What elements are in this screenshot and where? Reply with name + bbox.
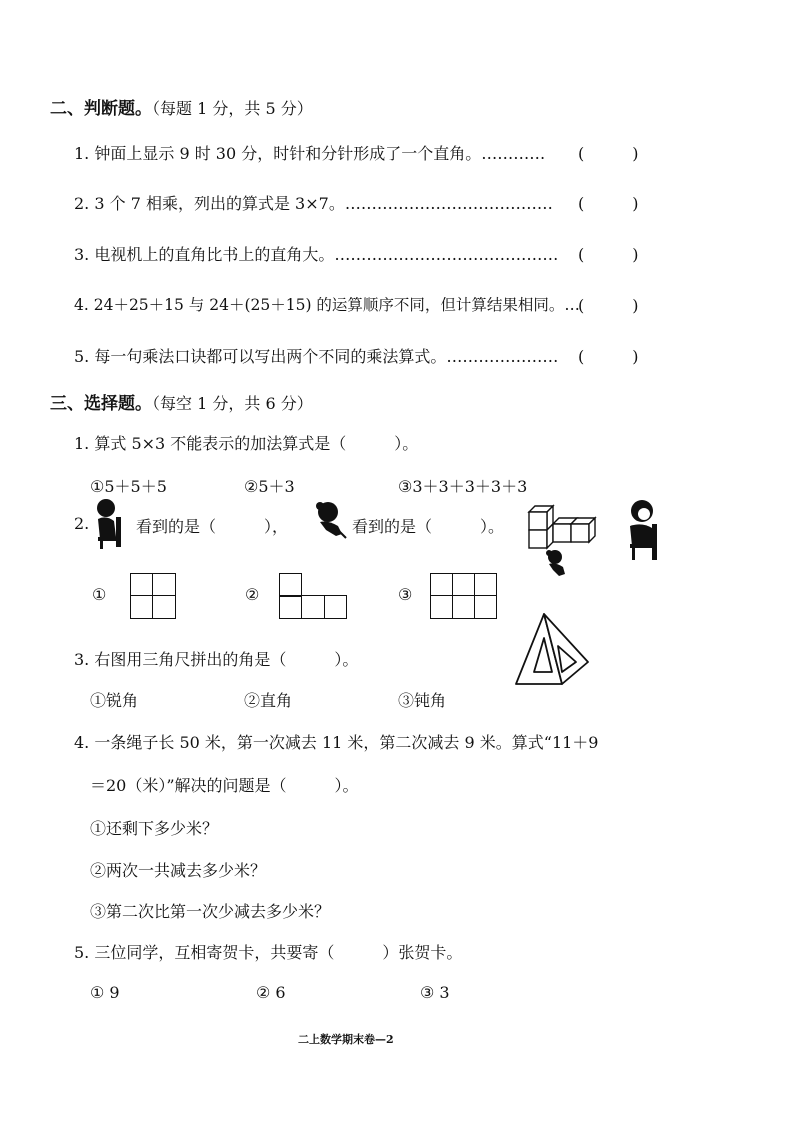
choice-q5-option-3[interactable]: ③ 3	[420, 983, 450, 1002]
section-2-title: 二、判断题。	[50, 99, 152, 119]
choice-q3-option-3[interactable]: ③钝角	[398, 691, 447, 710]
choice-q2-text-b: 看到的是（ ）。	[352, 517, 505, 536]
choice-q4-option-2[interactable]: ②两次一共减去多少米？	[90, 861, 267, 880]
choice-q1-text: 1. 算式 5×3 不能表示的加法算式是（ ）。	[74, 434, 419, 453]
choice-q2-text-a: 看到的是（ ），	[136, 517, 289, 536]
judge-item-4: 4. 24＋25＋15 与 24＋(25＋15) 的运算顺序不同，但计算结果相同。…	[74, 296, 580, 314]
judge-answer-3[interactable]: ( )	[578, 245, 639, 264]
judge-item-1: 1. 钟面上显示 9 时 30 分，时针和分针形成了一个直角。…………	[74, 144, 546, 163]
choice-q3-option-1[interactable]: ①锐角	[90, 691, 139, 710]
judge-item-5: 5. 每一句乘法口诀都可以写出两个不同的乘法算式。…………………	[74, 347, 559, 366]
judge-answer-5[interactable]: ( )	[578, 347, 639, 366]
choice-q3-option-2[interactable]: ②直角	[244, 691, 293, 710]
judge-item-2: 2. 3 个 7 相乘，列出的算式是 3×7。…………………………………	[74, 194, 553, 213]
page-footer: 二上数学期末卷—2	[298, 1033, 394, 1046]
judge-answer-1[interactable]: ( )	[578, 144, 639, 163]
choice-q5-option-1[interactable]: ① 9	[90, 983, 120, 1002]
choice-q4-line-2: ＝20（米）”解决的问题是（ ）。	[90, 776, 359, 795]
option-2-grid	[279, 573, 347, 619]
choice-q5-option-2[interactable]: ② 6	[256, 983, 286, 1002]
choice-q4-option-3[interactable]: ③第二次比第一次少减去多少米？	[90, 902, 331, 921]
section-2-note: （每题 1 分，共 5 分）	[152, 99, 313, 118]
option-3-grid	[430, 573, 497, 619]
choice-q4-line-1: 4. 一条绳子长 50 米，第一次减去 11 米，第二次减去 9 米。算式“11＋9	[74, 733, 599, 752]
judge-answer-2[interactable]: ( )	[578, 194, 639, 213]
section-3-title: 三、选择题。	[50, 394, 152, 414]
choice-q3-text: 3. 右图用三角尺拼出的角是（ ）。	[74, 650, 359, 669]
boy-figure-icon	[92, 497, 126, 549]
section-3-heading	[50, 389, 313, 414]
section-3-note: （每空 1 分，共 6 分）	[152, 394, 313, 413]
set-squares-icon	[512, 610, 592, 690]
section-2-heading	[50, 94, 313, 119]
boy-figure-right-icon	[622, 498, 662, 562]
choice-q1-option-1[interactable]: ①5＋5＋5	[90, 477, 167, 496]
choice-q2-option-3[interactable]: ③	[398, 585, 413, 604]
judge-item-3: 3. 电视机上的直角比书上的直角大。……………………………………	[74, 245, 559, 264]
judge-answer-4[interactable]: ( )	[578, 296, 639, 315]
choice-q4-option-1[interactable]: ①还剩下多少米？	[90, 819, 219, 838]
choice-q1-option-3[interactable]: ③3＋3＋3＋3＋3	[398, 477, 528, 496]
choice-q2-option-1[interactable]: ①	[92, 585, 107, 604]
girl-figure-small-icon	[543, 548, 571, 578]
choice-q2-number: 2.	[74, 514, 90, 533]
girl-figure-icon	[312, 500, 348, 540]
choice-q5-text: 5. 三位同学，互相寄贺卡，共要寄（ ）张贺卡。	[74, 943, 463, 962]
option-1-grid	[130, 573, 176, 619]
choice-q1-option-2[interactable]: ②5＋3	[244, 477, 295, 496]
choice-q2-option-2[interactable]: ②	[245, 585, 260, 604]
